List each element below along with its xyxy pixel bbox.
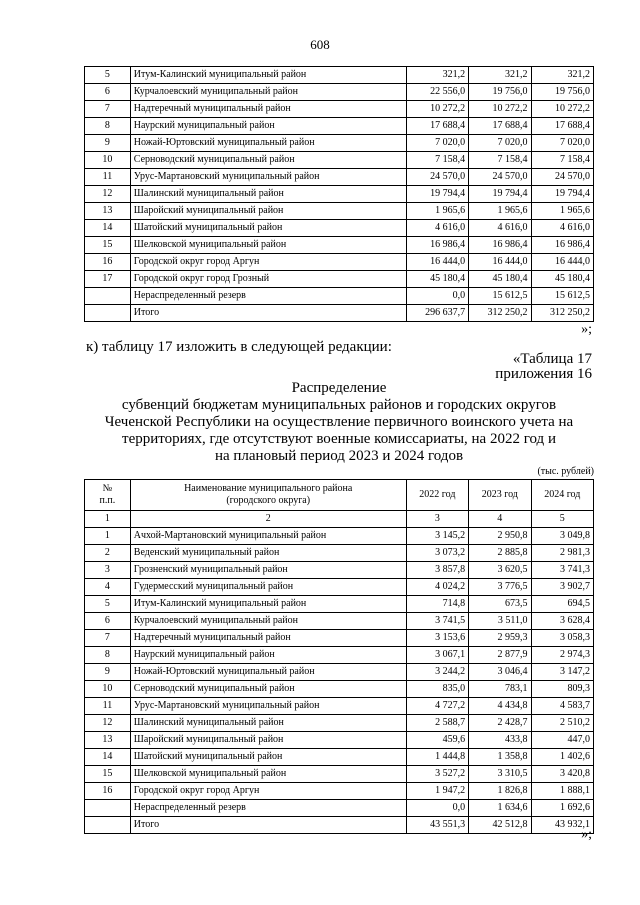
table-row	[85, 817, 594, 834]
row-value-3: 1 965,6	[531, 203, 593, 220]
row-value-1: 1 965,6	[406, 203, 468, 220]
row-index: 14	[85, 220, 131, 237]
row-value-2: 783,1	[469, 681, 531, 698]
row-value-3: 2 981,3	[531, 545, 593, 562]
row-value-1: 3 145,2	[406, 528, 468, 545]
column-number-row	[85, 511, 594, 528]
row-index: 15	[85, 766, 131, 783]
title-line: субвенций бюджетам муниципальных районов и городских округов	[121, 397, 557, 413]
row-value-3: 15 612,5	[531, 288, 593, 305]
table-row	[85, 613, 594, 630]
table-row	[85, 596, 594, 613]
units-label: (тыс. рублей)	[537, 466, 594, 477]
row-value-1: 0,0	[406, 800, 468, 817]
row-index	[85, 817, 131, 834]
row-name: Шалинский муниципальный район	[130, 715, 406, 732]
row-index: 4	[85, 579, 131, 596]
row-value-1: 3 741,5	[406, 613, 468, 630]
row-value-2: 16 444,0	[469, 254, 531, 271]
row-name: Ножай-Юртовский муниципальный район	[130, 135, 406, 152]
table-row	[85, 186, 594, 203]
column-number: 1	[85, 511, 131, 528]
row-name: Курчалоевский муниципальный район	[130, 613, 406, 630]
table-row	[85, 288, 594, 305]
header-index-line: №	[102, 483, 113, 494]
row-value-2: 19 794,4	[469, 186, 531, 203]
row-value-3: 3 902,7	[531, 579, 593, 596]
header-row	[85, 480, 594, 511]
row-value-3: 447,0	[531, 732, 593, 749]
row-value-3: 312 250,2	[531, 305, 593, 322]
row-value-3: 7 020,0	[531, 135, 593, 152]
row-name: Шаройский муниципальный район	[130, 203, 406, 220]
row-name: Нераспределенный резерв	[130, 800, 406, 817]
row-value-1: 4 024,2	[406, 579, 468, 596]
row-value-2: 2 950,8	[469, 528, 531, 545]
row-index: 17	[85, 271, 131, 288]
table-row	[85, 681, 594, 698]
row-index: 3	[85, 562, 131, 579]
row-name: Грозненский муниципальный район	[130, 562, 406, 579]
row-value-2: 17 688,4	[469, 118, 531, 135]
row-name: Городской округ город Аргун	[130, 783, 406, 800]
table-row	[85, 766, 594, 783]
row-value-1: 321,2	[406, 67, 468, 84]
row-value-3: 3 628,4	[531, 613, 593, 630]
row-value-2: 3 310,5	[469, 766, 531, 783]
row-value-1: 1 444,8	[406, 749, 468, 766]
row-value-3: 3 147,2	[531, 664, 593, 681]
table-title	[84, 380, 594, 465]
row-value-2: 2 428,7	[469, 715, 531, 732]
row-value-1: 43 551,3	[406, 817, 468, 834]
column-number: 5	[531, 511, 593, 528]
title-line: на плановый период 2023 и 2024 годов	[214, 448, 464, 464]
table-continued-body	[85, 67, 594, 322]
row-index: 16	[85, 254, 131, 271]
row-value-1: 10 272,2	[406, 101, 468, 118]
row-value-1: 22 556,0	[406, 84, 468, 101]
table-row	[85, 579, 594, 596]
table-row	[85, 630, 594, 647]
row-value-1: 3 244,2	[406, 664, 468, 681]
table-row	[85, 118, 594, 135]
row-value-1: 296 637,7	[406, 305, 468, 322]
row-value-3: 7 158,4	[531, 152, 593, 169]
row-value-2: 15 612,5	[469, 288, 531, 305]
row-name: Серноводский муниципальный район	[130, 152, 406, 169]
row-index: 14	[85, 749, 131, 766]
row-value-3: 3 420,8	[531, 766, 593, 783]
title-line: территориях, где отсутствуют военные комиссариаты, на 2022 год и	[122, 431, 556, 447]
row-value-3: 4 616,0	[531, 220, 593, 237]
title-line: Чеченской Республики на осуществление первичного воинского учета на	[104, 414, 574, 430]
table-row	[85, 749, 594, 766]
table-row	[85, 135, 594, 152]
header-2022: 2022 год	[406, 480, 468, 511]
row-value-2: 4 434,8	[469, 698, 531, 715]
row-value-2: 1 358,8	[469, 749, 531, 766]
row-value-2: 312 250,2	[469, 305, 531, 322]
row-value-3: 3 049,8	[531, 528, 593, 545]
row-value-3: 4 583,7	[531, 698, 593, 715]
row-value-2: 24 570,0	[469, 169, 531, 186]
row-value-2: 19 756,0	[469, 84, 531, 101]
row-value-1: 17 688,4	[406, 118, 468, 135]
page-number: 608	[310, 37, 330, 52]
table-row	[85, 101, 594, 118]
row-value-3: 2 510,2	[531, 715, 593, 732]
header-index-line: п.п.	[99, 495, 116, 506]
row-value-3: 3 741,3	[531, 562, 593, 579]
row-index: 13	[85, 732, 131, 749]
row-name: Шелковской муниципальный район	[130, 766, 406, 783]
table-label-line: приложения 16	[495, 366, 592, 382]
row-index: 11	[85, 698, 131, 715]
table-continued	[84, 66, 594, 322]
table-row	[85, 67, 594, 84]
row-value-1: 7 020,0	[406, 135, 468, 152]
table-row	[85, 254, 594, 271]
row-index: 10	[85, 681, 131, 698]
table-row	[85, 698, 594, 715]
row-name: Урус-Мартановский муниципальный район	[130, 698, 406, 715]
row-name: Шаройский муниципальный район	[130, 732, 406, 749]
row-value-3: 321,2	[531, 67, 593, 84]
row-index	[85, 800, 131, 817]
table-row	[85, 528, 594, 545]
row-value-3: 3 058,3	[531, 630, 593, 647]
row-value-2: 673,5	[469, 596, 531, 613]
row-value-1: 3 073,2	[406, 545, 468, 562]
row-value-2: 45 180,4	[469, 271, 531, 288]
table-row	[85, 84, 594, 101]
row-value-1: 459,6	[406, 732, 468, 749]
table-row	[85, 783, 594, 800]
row-name: Курчалоевский муниципальный район	[130, 84, 406, 101]
row-value-2: 7 158,4	[469, 152, 531, 169]
row-value-1: 16 986,4	[406, 237, 468, 254]
row-value-1: 7 158,4	[406, 152, 468, 169]
row-value-1: 4 616,0	[406, 220, 468, 237]
row-name: Шатойский муниципальный район	[130, 220, 406, 237]
row-index: 9	[85, 135, 131, 152]
row-name: Городской округ город Грозный	[130, 271, 406, 288]
table-17-body	[85, 528, 594, 834]
row-name: Итого	[130, 305, 406, 322]
table-row	[85, 203, 594, 220]
table-row	[85, 664, 594, 681]
row-value-2: 3 776,5	[469, 579, 531, 596]
row-value-1: 0,0	[406, 288, 468, 305]
row-value-1: 3 857,8	[406, 562, 468, 579]
table-17	[84, 479, 594, 834]
row-value-3: 2 974,3	[531, 647, 593, 664]
row-index: 8	[85, 118, 131, 135]
row-index: 13	[85, 203, 131, 220]
row-value-3: 16 986,4	[531, 237, 593, 254]
closing-quote: »;	[581, 827, 592, 842]
row-name: Шелковской муниципальный район	[130, 237, 406, 254]
row-value-1: 1 947,2	[406, 783, 468, 800]
row-index: 11	[85, 169, 131, 186]
row-name: Итум-Калинский муниципальный район	[130, 596, 406, 613]
row-value-3: 1 888,1	[531, 783, 593, 800]
row-name: Ножай-Юртовский муниципальный район	[130, 664, 406, 681]
row-value-2: 3 511,0	[469, 613, 531, 630]
table-row	[85, 271, 594, 288]
row-value-3: 19 794,4	[531, 186, 593, 203]
instruction-text: к) таблицу 17 изложить в следующей редакции:	[86, 339, 392, 355]
row-value-3: 45 180,4	[531, 271, 593, 288]
row-value-3: 16 444,0	[531, 254, 593, 271]
row-value-2: 2 959,3	[469, 630, 531, 647]
table-row	[85, 800, 594, 817]
row-index: 5	[85, 67, 131, 84]
table-row	[85, 647, 594, 664]
header-2023: 2023 год	[469, 480, 531, 511]
row-index: 16	[85, 783, 131, 800]
table-row	[85, 732, 594, 749]
row-index: 6	[85, 613, 131, 630]
row-name: Шалинский муниципальный район	[130, 186, 406, 203]
column-number: 3	[406, 511, 468, 528]
row-index	[85, 305, 131, 322]
row-index: 7	[85, 101, 131, 118]
row-value-3: 1 402,6	[531, 749, 593, 766]
row-name: Надтеречный муниципальный район	[130, 101, 406, 118]
row-value-3: 17 688,4	[531, 118, 593, 135]
row-name: Урус-Мартановский муниципальный район	[130, 169, 406, 186]
header-name	[130, 480, 406, 511]
row-value-1: 714,8	[406, 596, 468, 613]
row-value-2: 2 885,8	[469, 545, 531, 562]
row-index: 12	[85, 186, 131, 203]
table-row	[85, 562, 594, 579]
row-name: Итум-Калинский муниципальный район	[130, 67, 406, 84]
table-row	[85, 237, 594, 254]
row-value-3: 10 272,2	[531, 101, 593, 118]
closing-quote: »;	[581, 322, 592, 337]
row-name: Городской округ город Аргун	[130, 254, 406, 271]
row-value-3: 809,3	[531, 681, 593, 698]
row-index: 9	[85, 664, 131, 681]
row-index: 5	[85, 596, 131, 613]
row-index: 8	[85, 647, 131, 664]
header-2024: 2024 год	[531, 480, 593, 511]
row-name: Гудермесский муниципальный район	[130, 579, 406, 596]
table-row	[85, 305, 594, 322]
row-value-1: 19 794,4	[406, 186, 468, 203]
row-value-3: 1 692,6	[531, 800, 593, 817]
row-value-2: 433,8	[469, 732, 531, 749]
header-name-line: (городского округа)	[226, 495, 311, 506]
row-name: Шатойский муниципальный район	[130, 749, 406, 766]
row-name: Итого	[130, 817, 406, 834]
row-index	[85, 288, 131, 305]
table-label	[495, 352, 592, 382]
row-value-1: 24 570,0	[406, 169, 468, 186]
row-value-2: 4 616,0	[469, 220, 531, 237]
row-index: 7	[85, 630, 131, 647]
table-row	[85, 545, 594, 562]
row-name: Наурский муниципальный район	[130, 647, 406, 664]
row-name: Наурский муниципальный район	[130, 118, 406, 135]
row-name: Веденский муниципальный район	[130, 545, 406, 562]
row-value-1: 835,0	[406, 681, 468, 698]
row-index: 12	[85, 715, 131, 732]
row-index: 15	[85, 237, 131, 254]
table-row	[85, 220, 594, 237]
row-value-3: 694,5	[531, 596, 593, 613]
row-value-1: 45 180,4	[406, 271, 468, 288]
row-value-3: 24 570,0	[531, 169, 593, 186]
row-value-2: 1 634,6	[469, 800, 531, 817]
row-value-2: 3 620,5	[469, 562, 531, 579]
table-label-line: «Таблица 17	[512, 351, 592, 367]
row-value-2: 16 986,4	[469, 237, 531, 254]
row-value-1: 4 727,2	[406, 698, 468, 715]
table-row	[85, 169, 594, 186]
row-value-2: 321,2	[469, 67, 531, 84]
row-index: 1	[85, 528, 131, 545]
title-line: Распределение	[291, 380, 387, 396]
row-value-3: 43 932,1	[531, 817, 593, 834]
row-value-2: 7 020,0	[469, 135, 531, 152]
table-17-header	[85, 480, 594, 528]
header-index	[85, 480, 131, 511]
row-value-1: 3 153,6	[406, 630, 468, 647]
row-index: 6	[85, 84, 131, 101]
row-value-1: 2 588,7	[406, 715, 468, 732]
row-value-1: 3 067,1	[406, 647, 468, 664]
row-name: Нераспределенный резерв	[130, 288, 406, 305]
row-name: Ачхой-Мартановский муниципальный район	[130, 528, 406, 545]
row-value-1: 3 527,2	[406, 766, 468, 783]
table-row	[85, 715, 594, 732]
row-value-2: 10 272,2	[469, 101, 531, 118]
row-value-2: 2 877,9	[469, 647, 531, 664]
row-value-2: 1 965,6	[469, 203, 531, 220]
row-name: Серноводский муниципальный район	[130, 681, 406, 698]
row-value-2: 3 046,4	[469, 664, 531, 681]
row-name: Надтеречный муниципальный район	[130, 630, 406, 647]
row-index: 2	[85, 545, 131, 562]
row-value-1: 16 444,0	[406, 254, 468, 271]
table-row	[85, 152, 594, 169]
column-number: 2	[130, 511, 406, 528]
row-value-2: 1 826,8	[469, 783, 531, 800]
column-number: 4	[469, 511, 531, 528]
header-name-line: Наименование муниципального района	[184, 483, 353, 494]
row-index: 10	[85, 152, 131, 169]
row-value-3: 19 756,0	[531, 84, 593, 101]
row-value-2: 42 512,8	[469, 817, 531, 834]
